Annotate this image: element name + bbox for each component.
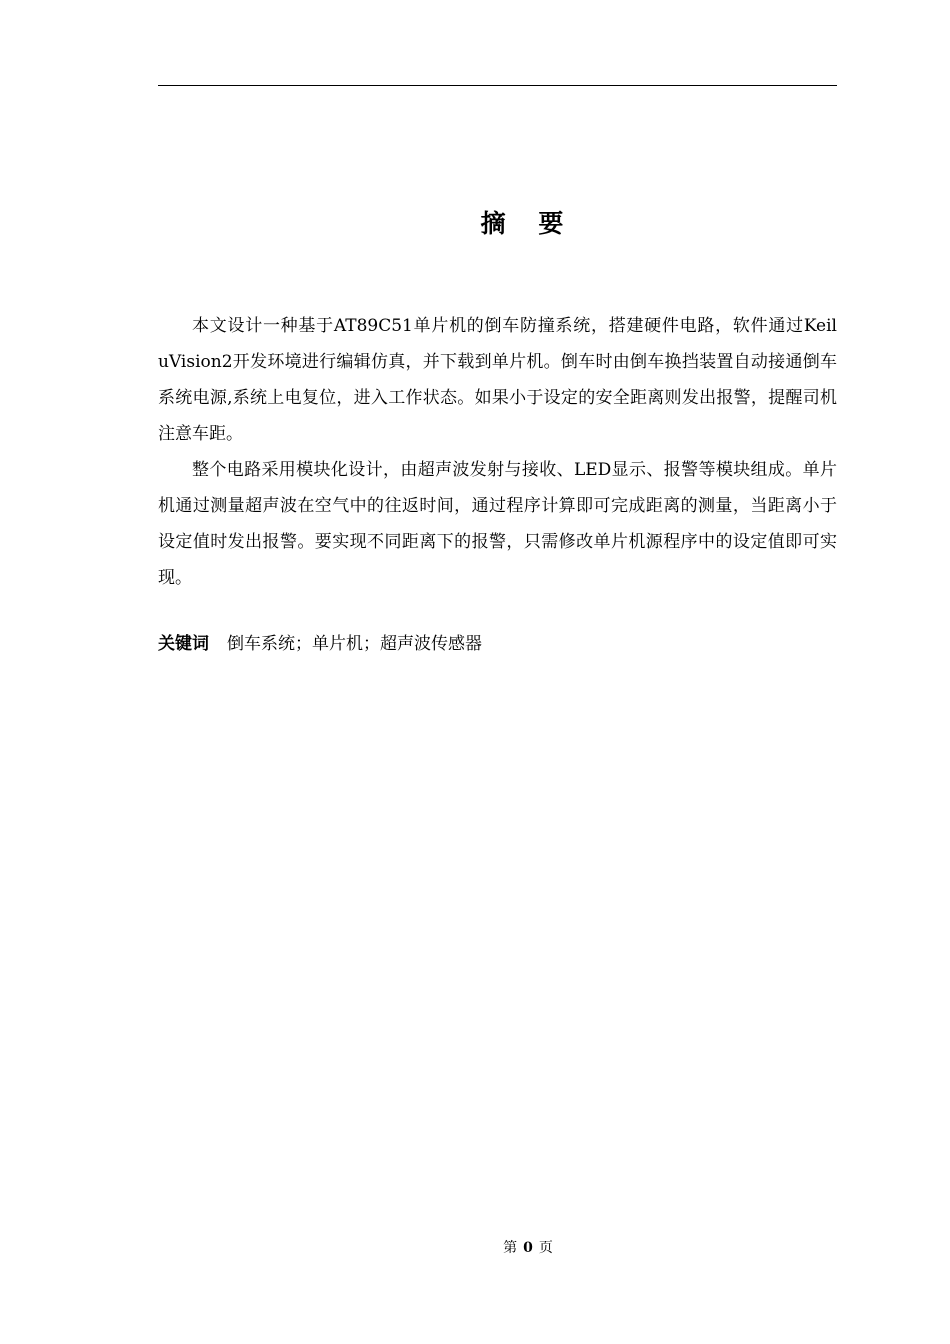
footer-prefix: 第 — [503, 1240, 518, 1256]
page-number: 0 — [523, 1240, 533, 1256]
keywords-label: 关键词 — [158, 634, 209, 654]
abstract-body — [158, 308, 837, 596]
header-rule — [158, 85, 837, 86]
abstract-title: 摘 要 — [480, 209, 576, 238]
keywords-text: 倒车系统；单片机；超声波传感器 — [227, 634, 482, 654]
keywords-line — [158, 630, 837, 658]
page-footer — [0, 1238, 950, 1258]
abstract-paragraph-1: 本文设计一种基于AT89C51单片机的倒车防撞系统，搭建硬件电路，软件通过Keil uVision2开发环境进行编辑仿真，并下载到单片机。倒车时由倒车换挡装置自动接通倒车系统电源,系统上电复位，进入工作状态。如果小于设定的安全距离则发出报警，提醒司机注意车距。 — [158, 316, 837, 444]
footer-suffix: 页 — [538, 1240, 553, 1256]
abstract-paragraph-2: 整个电路采用模块化设计，由超声波发射与接收、LED显示、报警等模块组成。单片机通过测量超声波在空气中的往返时间，通过程序计算即可完成距离的测量，当距离小于设定值时发出报警。要实现不同距离下的报警，只需修改单片机源程序中的设定值即可实现。 — [158, 460, 837, 588]
